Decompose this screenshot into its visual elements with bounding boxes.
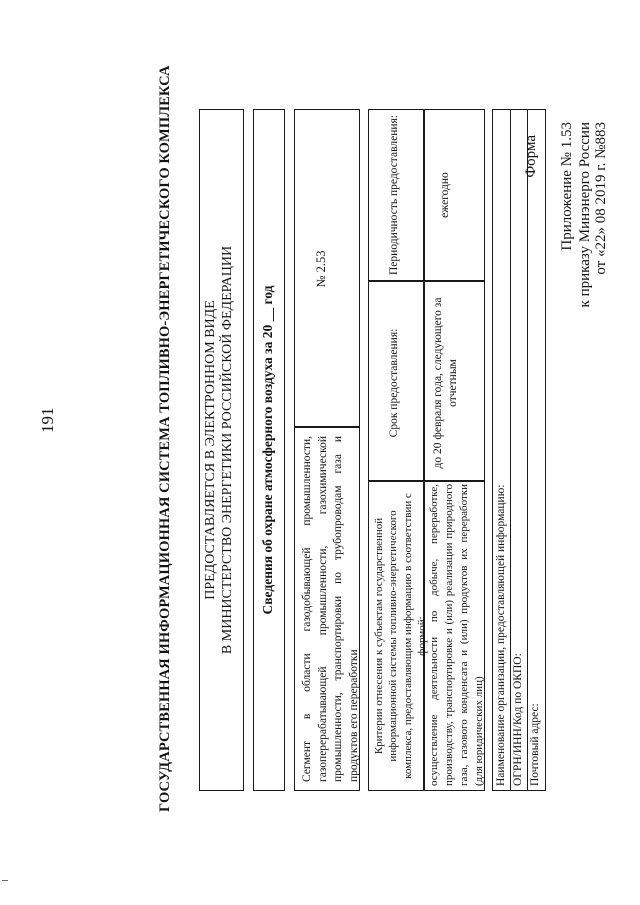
criteria-table [368, 109, 485, 791]
criteria-header: Критерии отнесения к субъектам государственной информационной системы топливно-энергетического комплекса, предоставляющим информацию в соответствии с формой: [373, 493, 428, 779]
organization-name-label: Наименование организации, предоставляющей информацию: [495, 484, 507, 786]
deadline-header: Срок предоставления: [388, 328, 400, 438]
scan-mark [2, 880, 8, 881]
periodicity-header: Периодичность предоставления: [388, 115, 400, 275]
organization-ids-row [510, 110, 528, 790]
appendix-date: от «22» 08 2019 г. №883 [593, 122, 609, 275]
appendix-title: Приложение № 1.53 [559, 122, 575, 251]
appendix-order: к приказу Минэнерго России [577, 122, 593, 308]
segment-box [294, 109, 360, 791]
organization-name-row [493, 110, 511, 790]
submission-line-1: ПРЕДОСТАВЛЯЕТСЯ В ЭЛЕКТРОННОМ ВИДЕ [203, 300, 218, 600]
main-title: ГОСУДАРСТВЕННАЯ ИНФОРМАЦИОННАЯ СИСТЕМА ТОПЛИВНО-ЭНЕРГЕТИЧЕСКОГО КОМПЛЕКСА [157, 65, 173, 812]
page-number: 191 [38, 407, 57, 433]
deadline-value: до 20 февраля года, следующего за отчетным [432, 297, 459, 469]
info-title: Сведения об охране атмосферного воздуха за 20 __ год [260, 285, 275, 615]
criteria-body: осуществление деятельности по добыче, переработке, производству, транспортировке и (или) реализации природного газа, газового конденсата и (или) продуктов их переработки (для юридических лиц) [428, 484, 485, 786]
organization-ids-label: ОГРН/ИНН/Код по ОКПО: [512, 653, 524, 786]
segment-text: Сегмент в области газодобывающей промышленности, газоперерабатывающей промышленности, газохимической промышленности, транспортировки по трубопроводам газа и продуктов его переработки [301, 436, 360, 782]
criteria-divider-2 [369, 281, 484, 283]
form-number: № 2.53 [314, 250, 328, 288]
organization-box [492, 109, 546, 791]
periodicity-value: ежегодно [439, 172, 451, 218]
criteria-divider-1 [369, 481, 484, 483]
postal-address-label: Почтовый адрес: [529, 703, 541, 786]
form-label: Форма [523, 135, 539, 178]
info-title-box [253, 109, 285, 791]
submission-box [199, 109, 244, 791]
submission-line-2: В МИНИСТЕРСТВО ЭНЕРГЕТИКИ РОССИЙСКОЙ ФЕДЕРАЦИИ [220, 245, 235, 655]
postal-address-row [527, 110, 544, 790]
